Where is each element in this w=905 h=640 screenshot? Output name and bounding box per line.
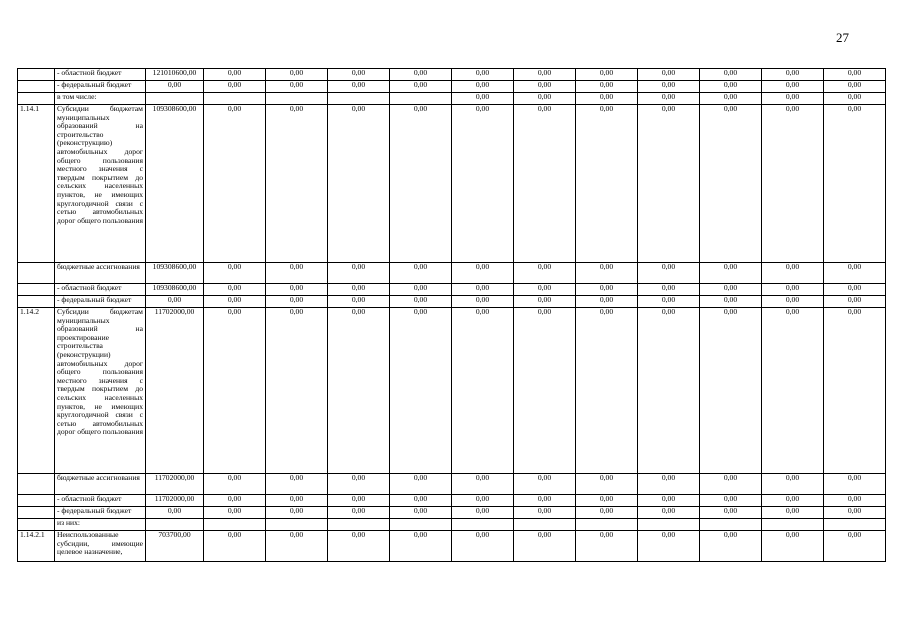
table-row [18,474,886,495]
value-cell: 0,00 [638,296,700,308]
row-code: 1.14.1 [18,105,55,263]
value-cell: 0,00 [638,263,700,284]
value-cell: 0,00 [452,105,514,263]
row-label: Субсидии бюджетам муниципальных образований на проектирование строительства (реконструкции) автомобильных дорог общего пользования местного значения с твердым покрытием до сельских населенных пунктов, не имеющих круглогодичной связи с сетью автомобильных дорог общего пользования [55,308,146,474]
value-cell: 0,00 [514,296,576,308]
value-cell: 0,00 [328,81,390,93]
row-code [18,81,55,93]
value-cell: 0,00 [328,474,390,495]
value-cell: 0,00 [146,81,204,93]
value-cell: 0,00 [576,284,638,296]
row-label: бюджетные ассигнования [55,263,146,284]
value-cell: 0,00 [638,93,700,105]
row-label: - областной бюджет [55,284,146,296]
value-cell: 0,00 [266,474,328,495]
value-cell: 0,00 [452,284,514,296]
value-cell: 0,00 [700,81,762,93]
value-cell: 11702000,00 [146,495,204,507]
value-cell: 0,00 [204,531,266,562]
value-cell: 0,00 [576,296,638,308]
table-row [18,93,886,105]
table-row [18,105,886,263]
row-label: - областной бюджет [55,69,146,81]
value-cell: 0,00 [514,284,576,296]
value-cell: 0,00 [824,263,886,284]
value-cell: 0,00 [824,531,886,562]
value-cell: 0,00 [514,263,576,284]
row-code [18,93,55,105]
table-row [18,263,886,284]
value-cell: 0,00 [762,531,824,562]
row-code [18,507,55,519]
value-cell: 11702000,00 [146,474,204,495]
value-cell: 0,00 [576,93,638,105]
value-cell: 0,00 [390,308,452,474]
table-row [18,296,886,308]
value-cell: 0,00 [638,495,700,507]
value-cell: 0,00 [146,507,204,519]
value-cell: 0,00 [824,296,886,308]
value-cell [700,519,762,531]
value-cell: 0,00 [762,93,824,105]
value-cell: 0,00 [700,495,762,507]
value-cell: 0,00 [390,263,452,284]
value-cell [328,519,390,531]
value-cell: 0,00 [638,531,700,562]
value-cell: 109308600,00 [146,284,204,296]
value-cell: 0,00 [204,495,266,507]
value-cell: 0,00 [514,507,576,519]
value-cell [328,93,390,105]
value-cell: 0,00 [452,296,514,308]
value-cell: 0,00 [204,474,266,495]
value-cell [146,519,204,531]
value-cell: 0,00 [576,81,638,93]
row-code [18,296,55,308]
row-code: 1.14.2 [18,308,55,474]
value-cell: 0,00 [452,308,514,474]
value-cell: 0,00 [514,69,576,81]
value-cell [266,93,328,105]
value-cell: 0,00 [390,81,452,93]
value-cell: 0,00 [700,474,762,495]
row-label: Неиспользованные субсидии, имеющие целевое назначение, [55,531,146,562]
value-cell: 0,00 [514,495,576,507]
value-cell: 0,00 [390,105,452,263]
value-cell: 0,00 [576,105,638,263]
value-cell: 109308600,00 [146,263,204,284]
row-label: бюджетные ассигнования [55,474,146,495]
value-cell: 0,00 [328,296,390,308]
value-cell: 109308600,00 [146,105,204,263]
value-cell: 0,00 [266,81,328,93]
row-code [18,495,55,507]
value-cell [204,93,266,105]
value-cell: 0,00 [638,308,700,474]
table-row [18,519,886,531]
value-cell: 0,00 [328,263,390,284]
value-cell: 0,00 [762,69,824,81]
value-cell: 0,00 [328,284,390,296]
value-cell: 0,00 [824,308,886,474]
value-cell: 0,00 [762,474,824,495]
table-row [18,507,886,519]
value-cell: 0,00 [824,93,886,105]
row-code [18,474,55,495]
value-cell [824,519,886,531]
value-cell: 0,00 [390,507,452,519]
value-cell: 0,00 [452,69,514,81]
value-cell: 0,00 [638,105,700,263]
value-cell: 0,00 [762,105,824,263]
value-cell: 0,00 [266,507,328,519]
value-cell: 0,00 [762,495,824,507]
value-cell: 0,00 [638,474,700,495]
value-cell: 0,00 [452,263,514,284]
value-cell: 0,00 [762,284,824,296]
value-cell: 0,00 [762,308,824,474]
value-cell: 0,00 [514,308,576,474]
row-label: - федеральный бюджет [55,81,146,93]
value-cell: 0,00 [762,263,824,284]
value-cell: 121010600,00 [146,69,204,81]
value-cell [452,519,514,531]
value-cell: 0,00 [266,296,328,308]
value-cell: 0,00 [638,69,700,81]
value-cell: 0,00 [452,531,514,562]
value-cell: 0,00 [514,93,576,105]
value-cell: 0,00 [266,308,328,474]
table-row [18,284,886,296]
value-cell: 0,00 [204,81,266,93]
value-cell: 0,00 [576,69,638,81]
value-cell: 0,00 [452,474,514,495]
row-label: из них: [55,519,146,531]
value-cell: 0,00 [204,284,266,296]
value-cell [390,519,452,531]
value-cell: 0,00 [638,81,700,93]
table-row [18,69,886,81]
value-cell: 0,00 [700,105,762,263]
value-cell: 0,00 [514,531,576,562]
value-cell: 0,00 [390,531,452,562]
value-cell: 0,00 [824,507,886,519]
value-cell: 0,00 [700,93,762,105]
value-cell [266,519,328,531]
value-cell: 11702000,00 [146,308,204,474]
value-cell: 0,00 [146,296,204,308]
value-cell: 0,00 [576,474,638,495]
value-cell: 0,00 [824,495,886,507]
value-cell: 0,00 [700,69,762,81]
value-cell [514,519,576,531]
value-cell: 0,00 [390,69,452,81]
value-cell: 0,00 [204,507,266,519]
value-cell: 0,00 [700,296,762,308]
row-code [18,263,55,284]
value-cell: 0,00 [700,263,762,284]
value-cell: 0,00 [266,495,328,507]
value-cell: 0,00 [700,507,762,519]
value-cell: 0,00 [638,284,700,296]
value-cell: 0,00 [328,507,390,519]
value-cell: 0,00 [452,507,514,519]
value-cell: 0,00 [824,284,886,296]
value-cell: 0,00 [390,296,452,308]
value-cell: 0,00 [576,263,638,284]
value-cell: 0,00 [638,507,700,519]
value-cell: 0,00 [824,69,886,81]
value-cell: 0,00 [576,507,638,519]
value-cell: 0,00 [762,507,824,519]
value-cell: 0,00 [514,81,576,93]
value-cell: 0,00 [266,263,328,284]
value-cell: 0,00 [700,308,762,474]
value-cell: 0,00 [514,474,576,495]
value-cell: 703700,00 [146,531,204,562]
value-cell: 0,00 [576,495,638,507]
value-cell: 0,00 [762,81,824,93]
row-label: - федеральный бюджет [55,507,146,519]
row-label: Субсидии бюджетам муниципальных образований на строительство (реконструкцию) автомобильных дорог общего пользования местного значения с твердым покрытием до сельских населенных пунктов, не имеющих круглогодичной связи с сетью автомобильных дорог общего пользования [55,105,146,263]
value-cell: 0,00 [204,105,266,263]
value-cell: 0,00 [390,495,452,507]
value-cell: 0,00 [390,284,452,296]
row-label: - областной бюджет [55,495,146,507]
row-code [18,284,55,296]
value-cell [638,519,700,531]
value-cell: 0,00 [452,495,514,507]
value-cell: 0,00 [204,69,266,81]
budget-table [17,68,886,562]
value-cell: 0,00 [328,105,390,263]
value-cell: 0,00 [452,93,514,105]
value-cell [146,93,204,105]
value-cell [762,519,824,531]
value-cell: 0,00 [328,69,390,81]
value-cell: 0,00 [390,474,452,495]
row-code: 1.14.2.1 [18,531,55,562]
row-code [18,69,55,81]
value-cell: 0,00 [452,81,514,93]
value-cell: 0,00 [266,69,328,81]
value-cell [204,519,266,531]
value-cell: 0,00 [266,105,328,263]
value-cell: 0,00 [700,284,762,296]
value-cell: 0,00 [824,81,886,93]
value-cell: 0,00 [328,495,390,507]
value-cell: 0,00 [576,308,638,474]
value-cell: 0,00 [762,296,824,308]
value-cell: 0,00 [204,296,266,308]
table-row [18,495,886,507]
value-cell: 0,00 [204,308,266,474]
value-cell: 0,00 [824,474,886,495]
table-row [18,81,886,93]
value-cell: 0,00 [204,263,266,284]
row-label: в том числе: [55,93,146,105]
value-cell: 0,00 [328,531,390,562]
value-cell [390,93,452,105]
value-cell: 0,00 [266,284,328,296]
value-cell: 0,00 [576,531,638,562]
value-cell: 0,00 [514,105,576,263]
value-cell: 0,00 [824,105,886,263]
row-label: - федеральный бюджет [55,296,146,308]
value-cell: 0,00 [266,531,328,562]
page-number: 27 [836,30,849,45]
table-row [18,308,886,474]
table-row [18,531,886,562]
row-code [18,519,55,531]
value-cell: 0,00 [328,308,390,474]
value-cell [576,519,638,531]
value-cell: 0,00 [700,531,762,562]
